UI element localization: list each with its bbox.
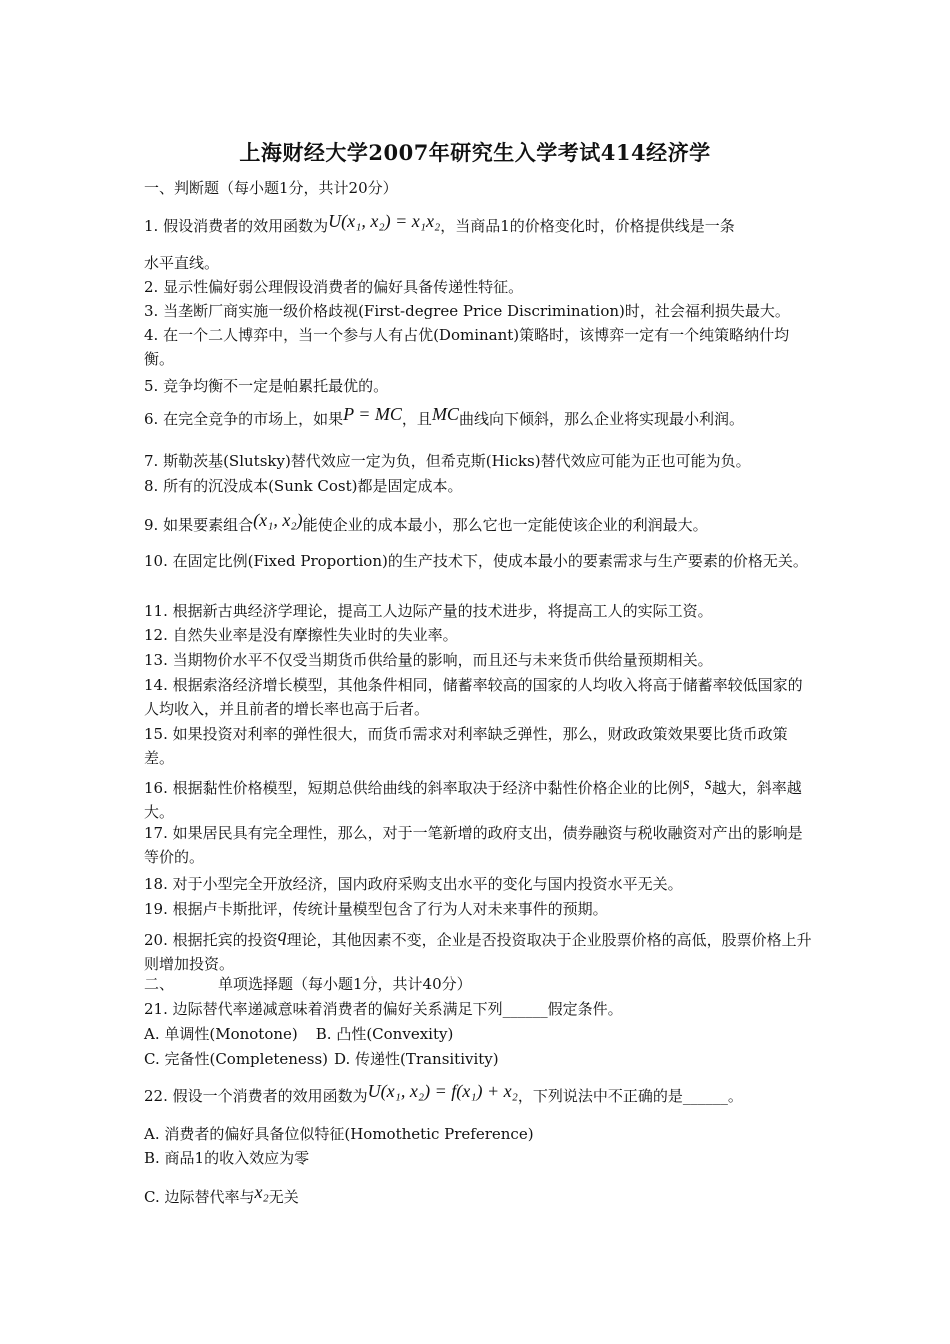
sticky-share-symbol-2: s [704,773,712,793]
question-1: 1. 假设消费者的效用函数为U(x₁, x₂) = x₁x₂，当商品1的价格变化时，价格提供线是一条 [144,211,735,235]
question-17: 17. 如果居民具有完全理性，那么，对于一笔新增的政府支出，债券融资与税收融资对产出的影响是等价的。 [144,824,803,866]
option-c: C. 完备性(Completeness) [144,1050,329,1068]
mc-symbol: MC [431,404,459,424]
question-12: 12. 自然失业率是没有摩擦性失业时的失业率。 [144,626,458,644]
quasilinear-utility-formula: U(x₁, x₂) = f(x₁) + x₂ [367,1081,518,1101]
question-14: 14. 根据索洛经济增长模型，其他条件相同，储蓄率较高的国家的人均收入将高于储蓄率较低国家的人均收入，并且前者的增长率也高于后者。 [144,676,803,718]
question-4: 4. 在一个二人博弈中，当一个参与人有占优(Dominant)策略时，该博弈一定有一个纯策略纳什均衡。 [144,326,790,368]
question-22-option-c: C. 边际替代率与x₂无关 [144,1182,299,1206]
question-13: 13. 当期物价水平不仅受当期货币供给量的影响，而且还与未来货币供给量预期相关。 [144,651,713,669]
question-22-option-a: A. 消费者的偏好具备位似特征(Homothetic Preference) [144,1125,534,1143]
question-5: 5. 竞争均衡不一定是帕累托最优的。 [144,377,389,395]
sticky-share-symbol: s [682,773,690,793]
question-8: 8. 所有的沉没成本(Sunk Cost)都是固定成本。 [144,477,463,495]
section-heading-judgement: 一、判断题（每小题1分，共计20分） [144,179,398,197]
question-22: 22. 假设一个消费者的效用函数为U(x₁, x₂) = f(x₁) + x₂，下列说法中不正确的是______。 [144,1081,743,1105]
question-6: 6. 在完全竞争的市场上，如果P = MC，且MC曲线向下倾斜，那么企业将实现最小利润。 [144,404,744,428]
option-b: B. 凸性(Convexity) [315,1025,454,1043]
x2-symbol: x₂ [254,1182,269,1202]
price-equals-mc-formula: P = MC [343,404,402,424]
question-22-option-b: B. 商品1的收入效应为零 [144,1149,310,1167]
question-11: 11. 根据新古典经济学理论，提高工人边际产量的技术进步，将提高工人的实际工资。 [144,602,713,620]
question-21-options-cd [144,1049,812,1069]
question-18: 18. 对于小型完全开放经济，国内政府采购支出水平的变化与国内投资水平无关。 [144,875,683,893]
question-21-options-ab [144,1024,812,1044]
question-16: 16. 根据黏性价格模型，短期总供给曲线的斜率取决于经济中黏性价格企业的比例s，s越大，斜率越大。 [144,773,802,821]
question-3: 3. 当垄断厂商实施一级价格歧视(First-degree Price Discrimination)时，社会福利损失最大。 [144,302,790,320]
question-10: 10. 在固定比例(Fixed Proportion)的生产技术下，使成本最小的要素需求与生产要素的价格无关。 [144,552,808,570]
question-21: 21. 边际替代率递减意味着消费者的偏好关系满足下列______假定条件。 [144,1000,623,1018]
question-19: 19. 根据卢卡斯批评，传统计量模型包含了行为人对未来事件的预期。 [144,900,608,918]
option-d: D. 传递性(Transitivity) [334,1050,499,1068]
question-9: 9. 如果要素组合(x₁, x₂)能使企业的成本最小，那么它也一定能使该企业的利润最大。 [144,510,708,534]
section-heading-multiple-choice: 二、 单项选择题（每小题1分，共计40分） [144,975,472,993]
question-2: 2. 显示性偏好弱公理假设消费者的偏好具备传递性特征。 [144,278,524,296]
question-20: 20. 根据托宾的投资q理论，其他因素不变，企业是否投资取决于企业股票价格的高低，股票价格上升则增加投资。 [144,925,812,973]
factor-bundle-formula: (x₁, x₂) [253,510,303,530]
question-1-continued: 水平直线。 [144,254,220,272]
question-7: 7. 斯勒茨基(Slutsky)替代效应一定为负，但希克斯(Hicks)替代效应可能为正也可能为负。 [144,452,751,470]
utility-formula: U(x₁, x₂) = x₁x₂ [328,211,441,231]
option-a: A. 单调性(Monotone) [144,1025,298,1043]
tobin-q-symbol: q [277,925,287,945]
page-title: 上海财经大学2007年研究生入学考试414经济学 [239,140,711,165]
question-15: 15. 如果投资对利率的弹性很大，而货币需求对利率缺乏弹性，那么，财政政策效果要比货币政策差。 [144,725,788,767]
